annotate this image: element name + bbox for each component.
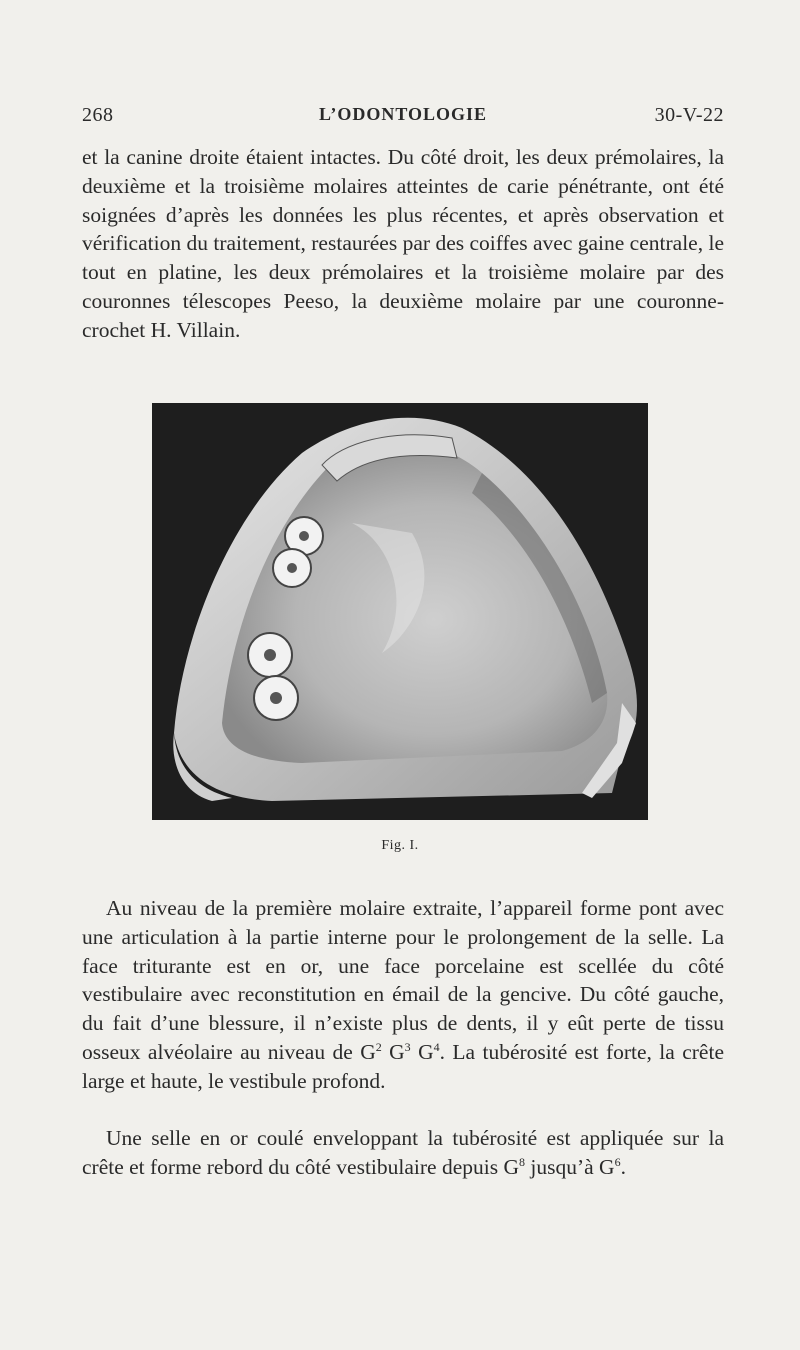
figure-caption: Fig. I.: [381, 838, 419, 853]
paragraph-3-mid: jusqu’à: [530, 1154, 594, 1179]
tooth-ref-g2: $G^2$: [360, 1039, 382, 1064]
paragraph-1: et la canine droite étaient intactes. Du côté droit, les deux prémolaires, la deuxième et la troisième molaires atteintes de carie pénétrante, ont été soignées d’après les données les plus récentes, et après observation et vérification du traitement, restaurées par des coiffes avec gaine centrale, le tout en platine, les deux prémolaires et la troisième molaire par des couronnes télescopes Peeso, la deuxième molaire par une couronne-crochet H. Villain.: [82, 145, 724, 342]
paragraph-3-text: Une selle en or coulé enveloppant la tubérosité est appliquée sur la crête et forme rebord du côté vestibulaire depuis: [82, 1126, 724, 1179]
journal-title: L’ODONTOLOGIE: [318, 104, 488, 124]
figure-dental-cast-photo: [152, 403, 648, 820]
dental-cast-illustration: [152, 403, 648, 820]
page-number: 268: [82, 104, 114, 126]
tooth-ref-g4: $G^4$: [418, 1039, 440, 1064]
paragraph-2-end: . La tubérosité est forte, la crête large et haute, le vestibule profond.: [82, 1039, 724, 1093]
paragraph-3: [82, 1124, 724, 1182]
issue-date: 30-V-22: [654, 104, 724, 126]
paragraph-3-end: .: [620, 1154, 626, 1179]
tooth-ref-g3: $G^3$: [389, 1039, 411, 1064]
paragraph-2-text: Au niveau de la première molaire extraite, l’appareil forme pont avec une articulation à la partie interne pour le prolongement de la selle. La face triturante est en or, une face porcelaine est scellée du côté vestibulaire avec reconstitution en émail de la gencive. Du côté gauche, du fait d’une blessure, il n’existe plus de dents, il y eût perte de tissu osseux alvéolaire au niveau de: [82, 896, 724, 1064]
tooth-ref-g8: $G^8$: [503, 1154, 525, 1179]
paragraph-2: [82, 894, 724, 1096]
running-header: [82, 104, 724, 134]
tooth-ref-g6: $G^6$: [599, 1154, 621, 1179]
